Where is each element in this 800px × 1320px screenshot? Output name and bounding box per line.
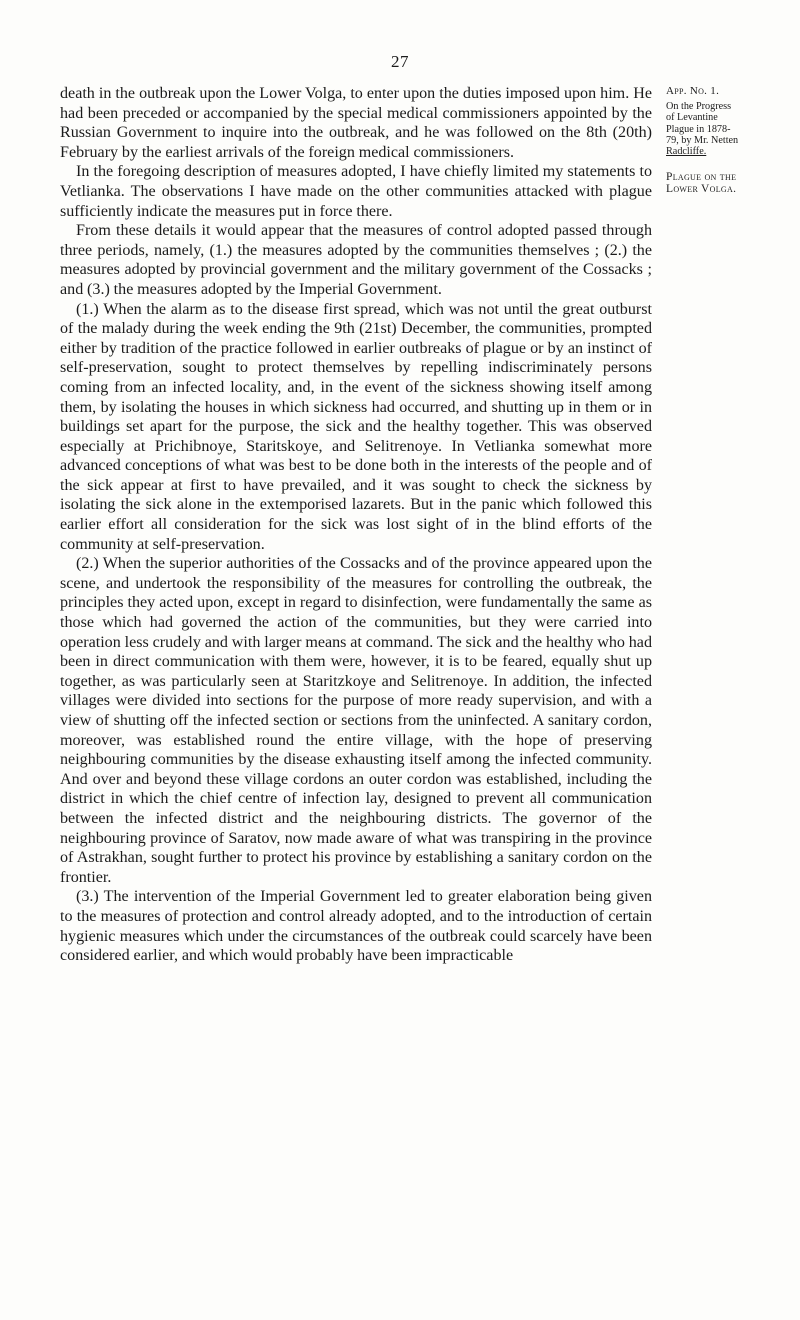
paragraph-continuation: death in the outbreak upon the Lower Volga, to enter upon the duties imposed upon him. He had been preceded or accompanied by the special medical commissioners appointed by the Russian Government to inquire into the outbreak, and he was followed on the 8th (20th) February by the earliest arrivals of the foreign medical commissioners. — [60, 85, 652, 161]
paragraph-three-periods: From these details it would appear that the measures of control adopted passed through three periods, namely, (1.) the measures adopted by the communities themselves ; (2.) the measures adopted by provincial government and the military government of the Cossacks ; and (3.) the measures adopted by the Imperial Government. — [60, 222, 652, 298]
side-note-line: Radcliffe. — [666, 146, 707, 158]
body-text — [60, 84, 652, 966]
side-note — [666, 101, 796, 157]
paragraph-vetlianka-statements: In the foregoing description of measures adopted, I have chiefly limited my statements to Vetlianka. The observations I have made on the other communities attacked with plague sufficiently indicate the measures put in force there. — [60, 163, 652, 220]
paragraph-period-1: (1.) When the alarm as to the disease first spread, which was not until the great outburst of the malady during the week ending the 9th (21st) December, the communities, prompted either by tradition of the practice followed in earlier outbreaks of plague or by an instinct of self-preservation, sought to protect themselves by repelling indiscriminately persons coming from an infected locality, and, in the event of the sickness showing itself among them, by isolating the houses in which sickness had occurred, and shutting up in them or in buildings set apart for the purpose, the sick and the healthy together. This was observed especially at Prichibnoye, Staritskoye, and Selitrenoye. In Vetlianka somewhat more advanced conceptions of what was best to be done both in the interests of the people and of the sick appear at first to have prevailed, and it was sought to check the sickness by isolating the sick alone in the extemporised lazarets. But in the panic which followed this earlier effort all consideration for the sick was lost sight of in the blind efforts of the community at self-preservation. — [60, 300, 652, 553]
paragraph-period-2: (2.) When the superior authorities of the Cossacks and of the province appeared upon the scene, and undertook the responsibility of the measures for controlling the outbreak, the principles they acted upon, except in regard to disinfection, were fundamentally the same as those which had governed the action of the communities, but they were carried into operation less crudely and with larger means at command. The sick and the healthy who had been in direct communication with them were, however, it is to be feared, equally shut up together, as was particularly seen at Staritzkoye and Selitrenoye. In addition, the infected villages were divided into sections for the purpose of more ready supervision, and with a view of shutting off the infected section or sections from the uninfected. A sanitary cordon, moreover, was established round the entire village, with the hope of preserving neighbouring communities by the disease exhausting itself among the infected community. And over and beyond these village cordons an outer cordon was established, including the district in which the chief centre of infection lay, designed to prevent all communication between the infected district and the neighbouring districts. The governor of the neighbouring province of Saratov, now made aware of what was transpiring in the province of Astrakhan, sought further to protect his province by establishing a sanitary cordon on the frontier. — [60, 555, 652, 886]
side-heading — [666, 171, 796, 195]
margin-notes — [666, 86, 796, 195]
side-note-line: of Levantine — [666, 112, 718, 124]
appendix-label: App. No. 1. — [666, 85, 720, 97]
page-number: 27 — [391, 52, 409, 71]
paragraph-period-3: (3.) The intervention of the Imperial Government led to greater elaboration being given to the measures of protection and control already adopted, and to the introduction of certain hygienic measures which under the circumstances of the outbreak could scarcely have been considered earlier, and which would probably have been impracticable — [60, 888, 652, 965]
side-note-line: On the Progress — [666, 101, 732, 113]
side-note-line: Plague in 1878- — [666, 123, 731, 135]
side-heading-line: Lower Volga. — [666, 183, 737, 196]
side-note-line: 79, by Mr. Netten — [666, 134, 739, 146]
side-heading-line: Plague on the — [666, 171, 737, 184]
